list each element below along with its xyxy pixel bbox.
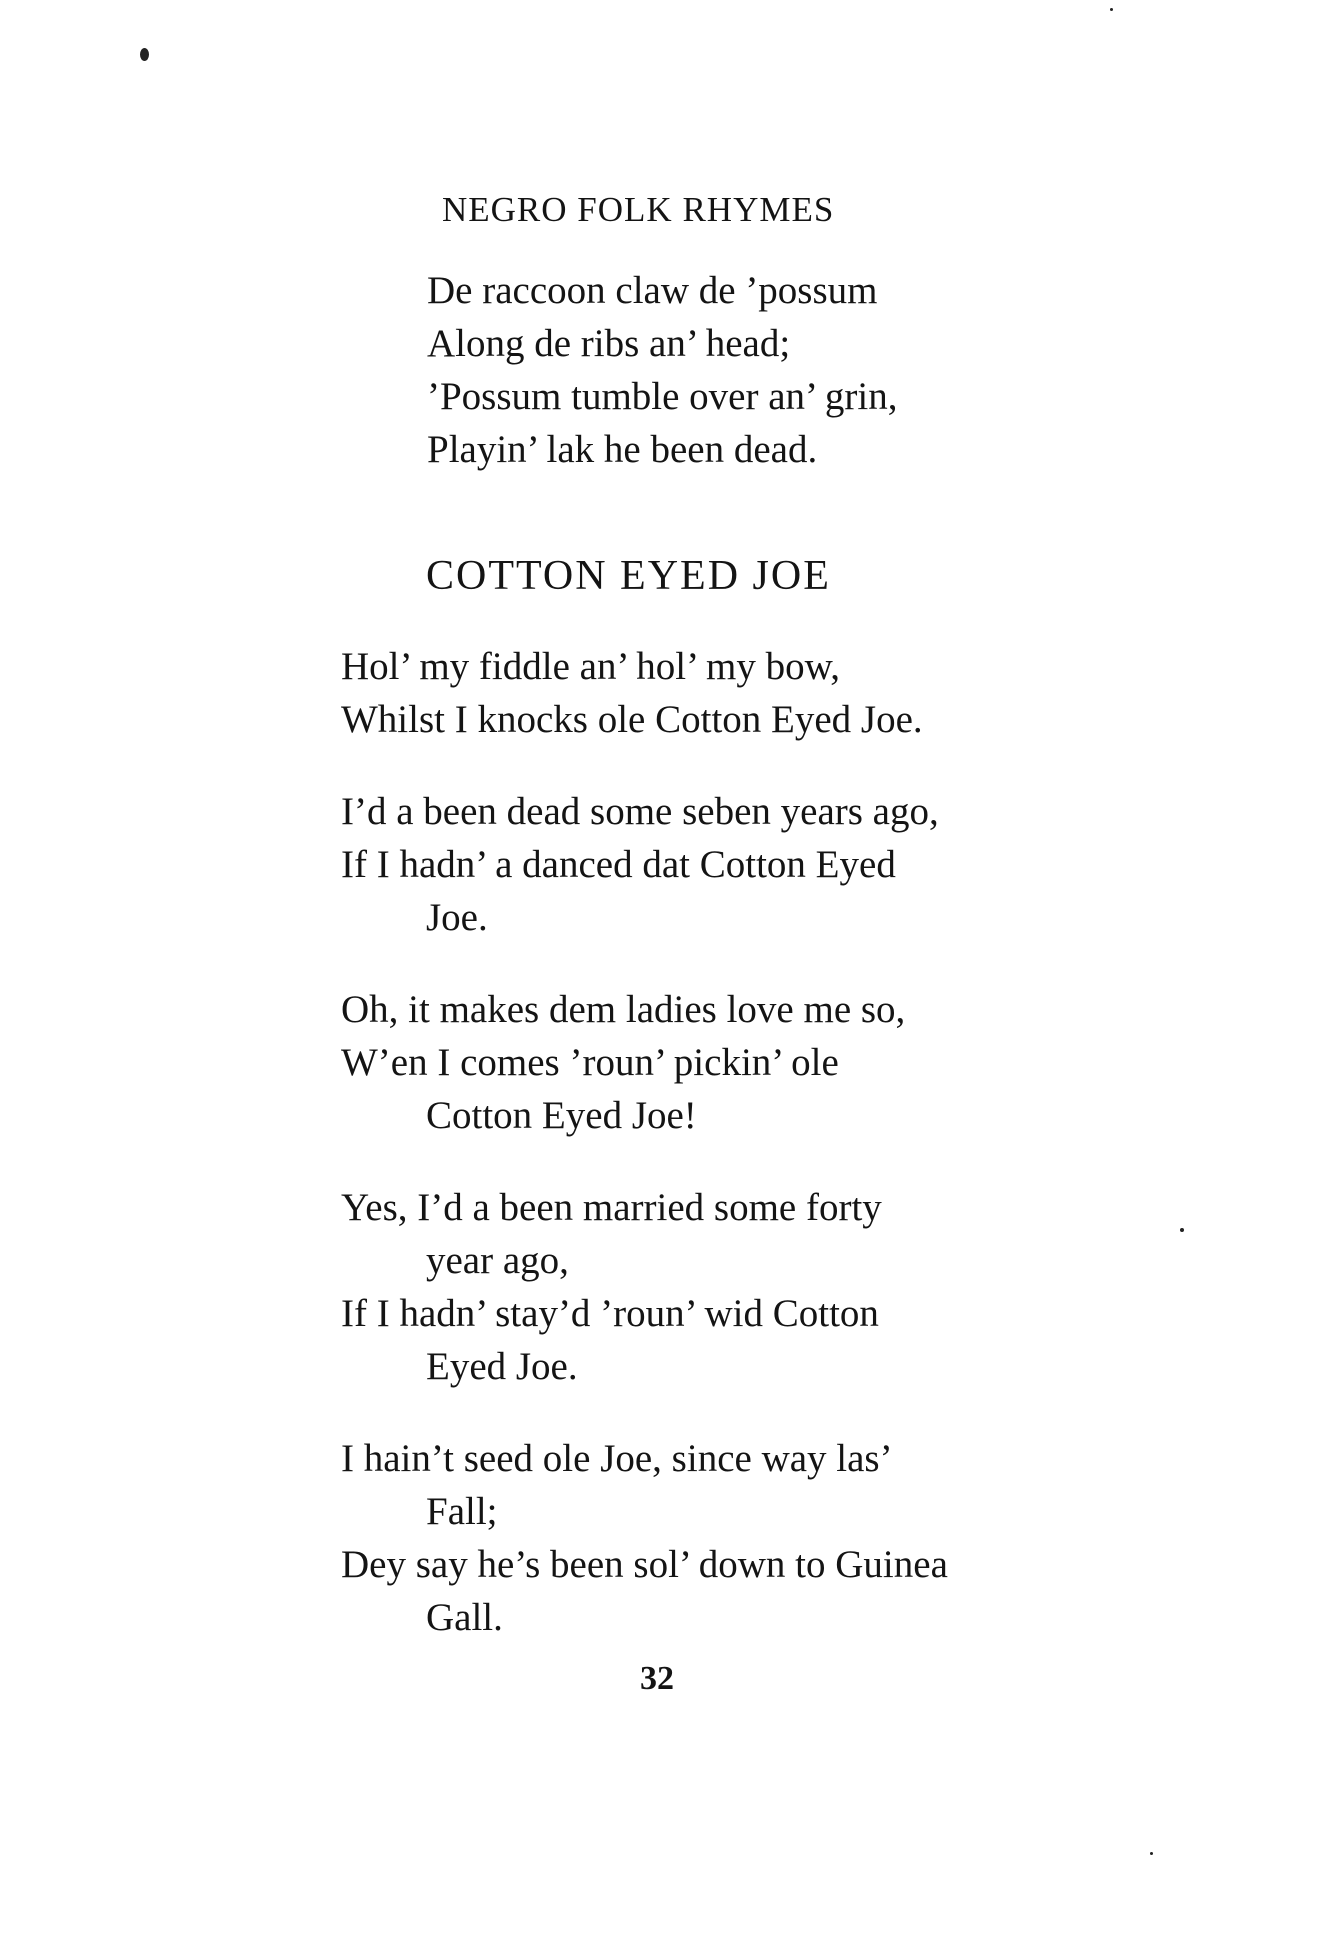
verse-line: Whilst I knocks ole Cotton Eyed Joe. (341, 698, 923, 741)
ink-speck (1180, 1228, 1184, 1232)
verse-line: Yes, I’d a been married some forty (341, 1186, 882, 1229)
verse-line: I’d a been dead some seben years ago, (341, 790, 939, 833)
stanza-2 (341, 785, 939, 944)
ink-speck (1110, 8, 1113, 11)
verse-line-continuation: Gall. (426, 1596, 503, 1639)
stanza-5 (341, 1432, 948, 1644)
stanza-3 (341, 983, 905, 1142)
stanza-1 (341, 640, 923, 746)
verse-line: Along de ribs an’ head; (427, 322, 791, 365)
verse-line: If I hadn’ stay’d ’roun’ wid Cotton (341, 1292, 879, 1335)
verse-line: Oh, it makes dem ladies love me so, (341, 988, 906, 1031)
verse-line: De raccoon claw de ’possum (427, 269, 878, 312)
verse-line: W’en I comes ’roun’ pickin’ ole (341, 1041, 839, 1084)
verse-line-continuation: Joe. (426, 896, 488, 939)
verse-line-continuation: Eyed Joe. (426, 1345, 578, 1388)
stanza-4 (341, 1181, 882, 1393)
ink-speck (1150, 1852, 1153, 1855)
verse-line: If I hadn’ a danced dat Cotton Eyed (341, 843, 896, 886)
running-head: NEGRO FOLK RHYMES (442, 190, 835, 229)
verse-line: Dey say he’s been sol’ down to Guinea (341, 1543, 948, 1586)
verse-line: Playin’ lak he been dead. (427, 428, 818, 471)
page-number: 32 (640, 1660, 674, 1697)
verse-line: ’Possum tumble over an’ grin, (427, 375, 898, 418)
ink-speck (140, 48, 149, 61)
poem-title: COTTON EYED JOE (426, 553, 831, 599)
verse-line-continuation: Cotton Eyed Joe! (426, 1094, 697, 1137)
top-stanza (427, 264, 897, 476)
verse-line: I hain’t seed ole Joe, since way las’ (341, 1437, 893, 1480)
verse-line-continuation: Fall; (426, 1490, 498, 1533)
verse-line: Hol’ my fiddle an’ hol’ my bow, (341, 645, 840, 688)
verse-line-continuation: year ago, (426, 1239, 569, 1282)
